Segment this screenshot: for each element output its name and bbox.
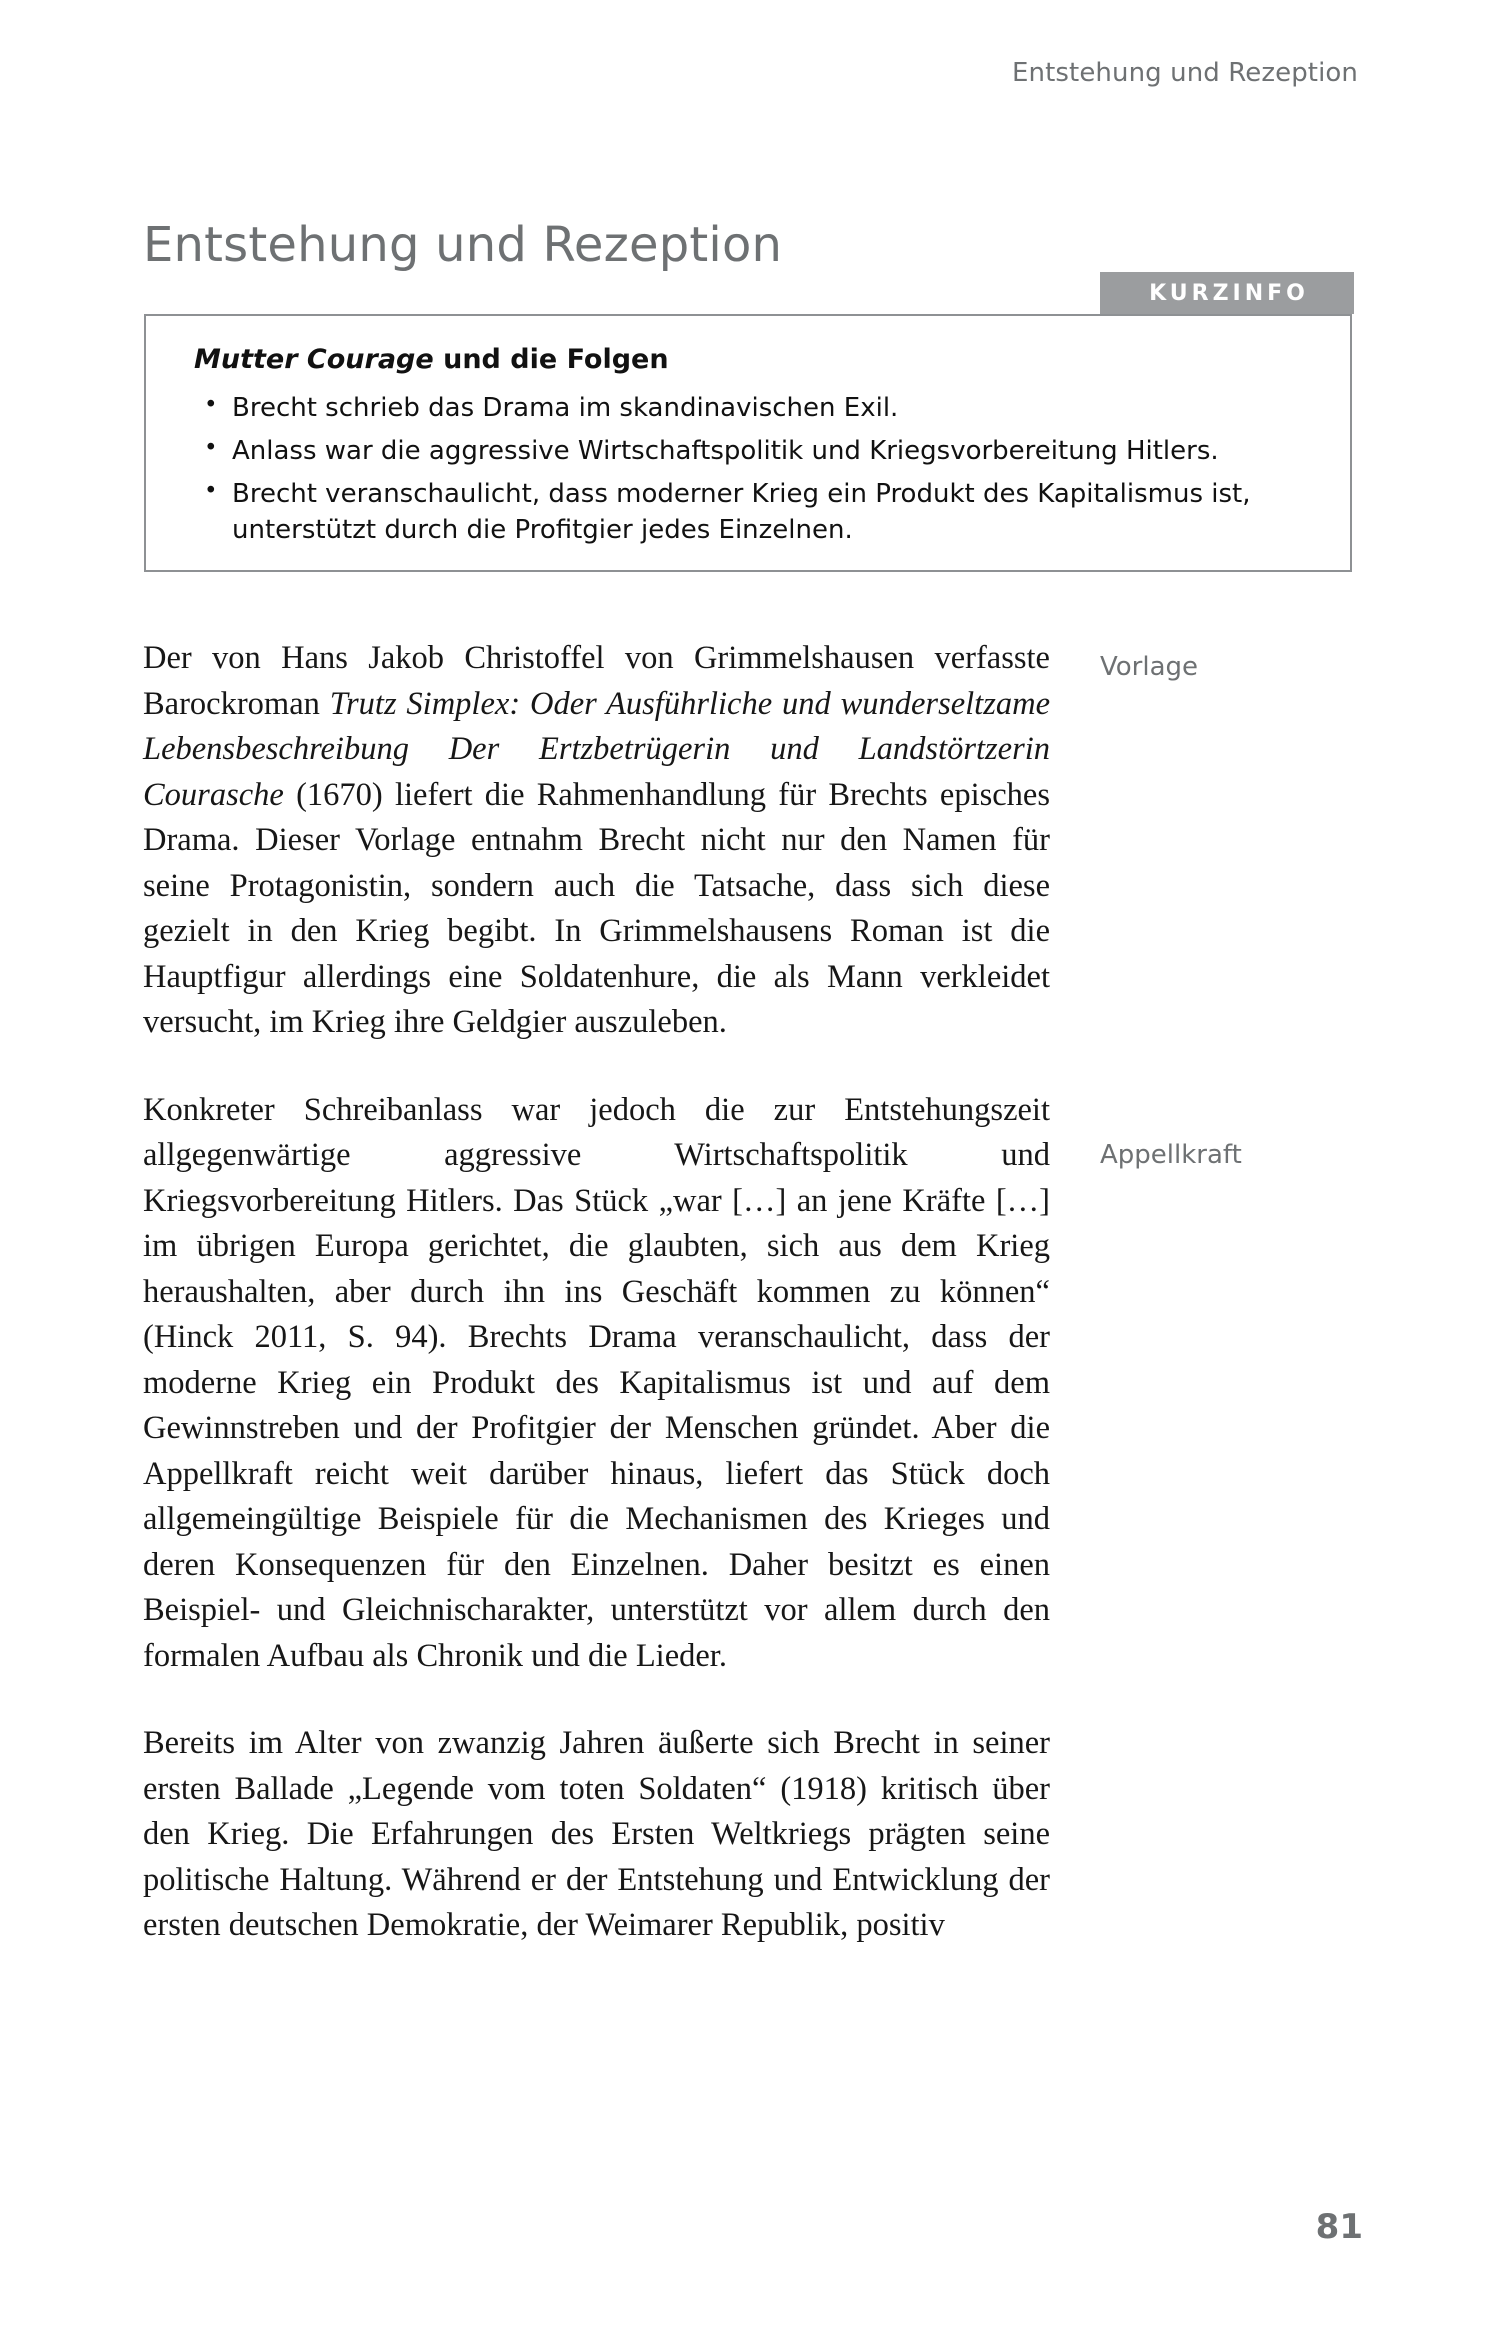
kurzinfo-title-rest: und die Folgen (433, 344, 669, 375)
page-title: Entstehung und Rezeption (143, 217, 783, 274)
kurzinfo-box (144, 314, 1352, 572)
list-item: • Anlass war die aggressive Wirtschaftspolitik und Kriegsvorbereitung Hitlers. (198, 434, 1290, 470)
paragraph-1-tail: (1670) liefert die Rahmenhandlung für Brechts episches Drama. Dieser Vorlage entnahm Brecht nicht nur den Namen für seine Protagonistin, sondern auch die Tatsache, dass sich diese gezielt in den Krieg begibt. In Grimmelshausens Roman ist die Hauptfigur allerdings eine Soldatenhure, die als Mann verkleidet versucht, im Krieg ihre Geldgier auszuleben. (143, 776, 1050, 1040)
paragraph-1-lead: Der von Hans Jakob Christoffel von Grimmelshausen verfasste Barockroman (143, 640, 1050, 722)
running-header: Entstehung und Rezeption (1011, 58, 1358, 88)
margin-note-appellkraft: Appellkraft (1100, 1140, 1242, 1170)
kurzinfo-title-work: Mutter Courage (194, 344, 434, 375)
list-item: • Brecht veranschaulicht, dass moderner Krieg ein Produkt des Kapitalismus ist, unterstützt durch die Profitgier jedes Einzelnen. (198, 477, 1290, 549)
page-number: 81 (1315, 2207, 1363, 2247)
kurzinfo-bullet-list (146, 391, 1350, 549)
list-item: • Brecht schrieb das Drama im skandinavischen Exil. (198, 391, 1290, 427)
paragraph-vorlage (143, 636, 1050, 1046)
kurzinfo-box-title (194, 344, 1350, 375)
kurzinfo-tab-label: KURZINFO (1149, 280, 1309, 306)
kurzinfo-tab (1100, 272, 1354, 314)
paragraph-appellkraft: Konkreter Schreibanlass war jedoch die zur Entstehungszeit allgegenwärtige aggressive Wirtschaftspolitik und Kriegsvorbereitung Hitlers. Das Stück „war […] an jene Kräfte […] im übrigen Europa gerichtet, die glaubten, sich aus dem Krieg heraushalten, aber durch ihn ins Geschäft kommen zu können“ (Hinck 2011, S. 94). Brechts Drama veranschaulicht, dass der moderne Krieg ein Produkt des Kapitalismus ist und auf dem Gewinnstreben und der Profitgier der Menschen gründet. Aber die Appellkraft reicht weit darüber hinaus, liefert das Stück doch allgemeingültige Beispiele für die Mechanismen des Krieges und deren Konsequenzen für den Einzelnen. Daher besitzt es einen Beispiel- und Gleichnischarakter, unterstützt vor allem durch den formalen Aufbau als Chronik und die Lieder. (143, 1091, 1050, 1674)
paragraph-ballade: Bereits im Alter von zwanzig Jahren äußerte sich Brecht in seiner ersten Ballade „Legende vom toten Soldaten“ (1918) kritisch über den Krieg. Die Erfahrungen des Ersten Weltkriegs prägten seine politische Haltung. Während er der Entstehung und Entwicklung der ersten deutschen Demokratie, der Weimarer Republik, positiv (143, 1725, 1050, 1943)
body-text-column (143, 636, 1050, 1949)
work-title-italic: Trutz Simplex: Oder Ausführliche und wunderseltzame Lebensbeschreibung Der Ertzbetrügerin und Landstörtzerin Courasche (143, 685, 1050, 813)
margin-note-vorlage: Vorlage (1100, 652, 1199, 682)
